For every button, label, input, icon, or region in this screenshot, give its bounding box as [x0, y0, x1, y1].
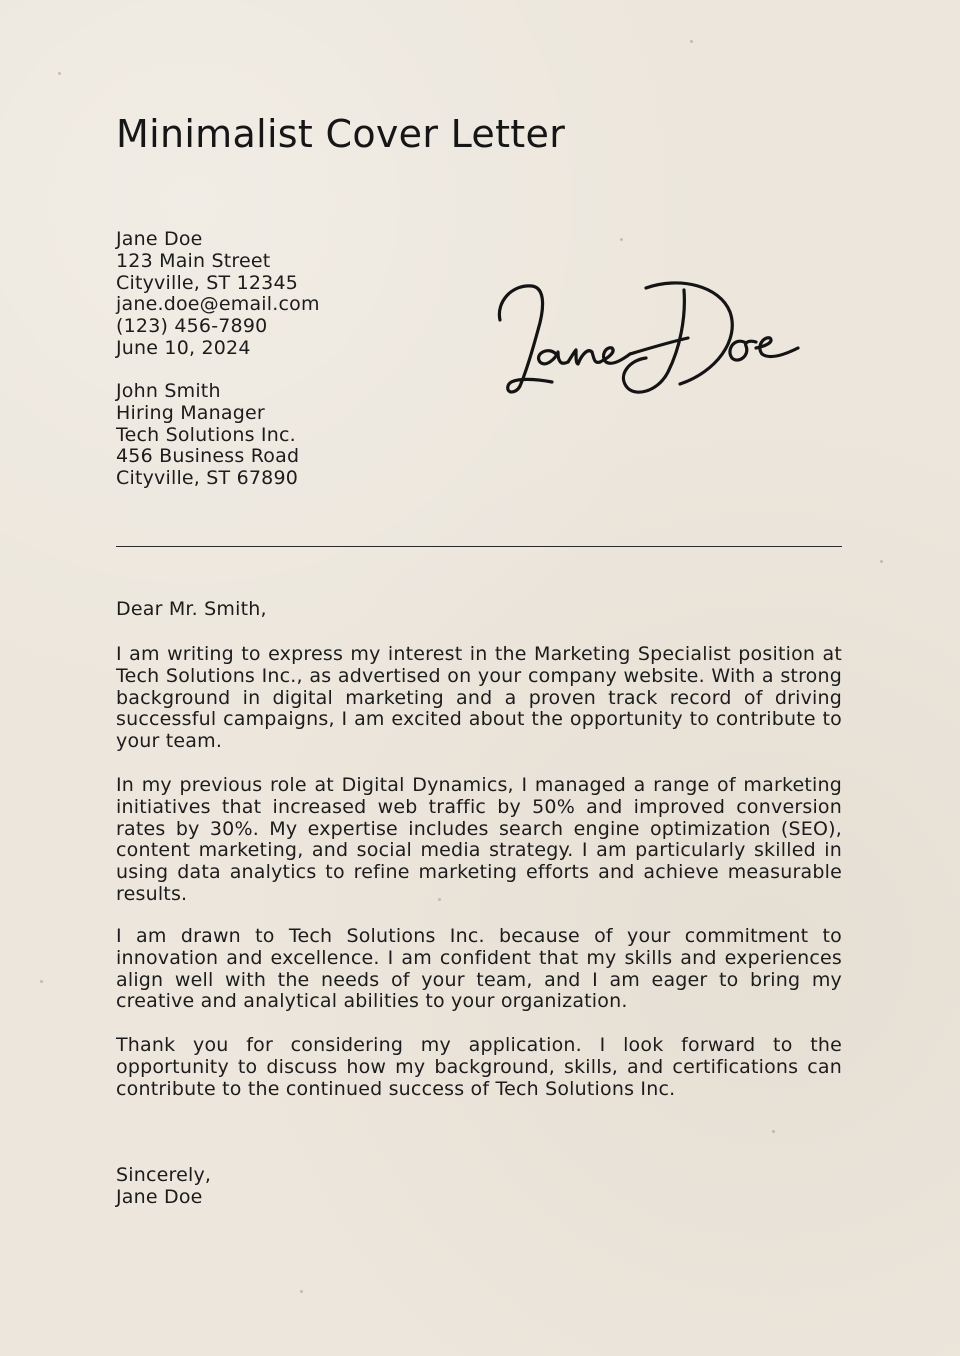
divider-line [116, 546, 842, 547]
body-paragraph-4: Thank you for considering my application. I look forward to the opportunity to discuss how my background, skills, and certifications can contribute to the continued success of Tech Solutions Inc. [116, 1034, 842, 1100]
paper-speck [40, 980, 43, 983]
signoff-name: Jane Doe [116, 1185, 203, 1208]
sender-phone: (123) 456-7890 [116, 315, 268, 338]
paper-speck [58, 72, 61, 75]
sender-street: 123 Main Street [116, 249, 271, 272]
sender-address-block [116, 229, 320, 360]
closing-block [116, 1165, 211, 1209]
page-title: Minimalist Cover Letter [116, 112, 566, 156]
body-paragraph-2: In my previous role at Digital Dynamics, I managed a range of marketing initiatives that increased web traffic by 50% and improved conversion rates by 30%. My expertise includes search engine optimization (SEO), content marketing, and social media strategy. I am particularly skilled in using data analytics to refine marketing efforts and achieve measurable results. [116, 774, 842, 905]
sender-email: jane.doe@email.com [116, 293, 320, 316]
sender-name: Jane Doe [116, 228, 203, 250]
paper-speck [880, 560, 883, 563]
recipient-address-block [116, 381, 299, 490]
salutation: Dear Mr. Smith, [116, 598, 267, 620]
recipient-company: Tech Solutions Inc. [116, 423, 296, 446]
paper-speck [300, 1290, 303, 1293]
paper-speck [690, 40, 693, 43]
recipient-title: Hiring Manager [116, 401, 265, 424]
body-paragraph-3: I am drawn to Tech Solutions Inc. because of your commitment to innovation and excellence. I am confident that my skills and experiences align well with the needs of your team, and I am eager to bring my creative and analytical abilities to your organization. [116, 925, 842, 1013]
paper-speck [772, 1130, 775, 1133]
recipient-city: Cityville, ST 67890 [116, 467, 299, 490]
sender-city: Cityville, ST 12345 [116, 271, 299, 294]
recipient-street: 456 Business Road [116, 445, 300, 468]
paper-speck [620, 238, 623, 241]
body-paragraph-1: I am writing to express my interest in the Marketing Specialist position at Tech Solutions Inc., as advertised on your company website. With a strong background in digital marketing and a proven track record of driving successful campaigns, I am excited about the opportunity to contribute to your team. [116, 643, 842, 753]
closing-phrase: Sincerely, [116, 1164, 212, 1186]
recipient-name: John Smith [116, 380, 221, 402]
letter-date: June 10, 2024 [116, 336, 251, 359]
handwritten-signature [490, 268, 810, 408]
